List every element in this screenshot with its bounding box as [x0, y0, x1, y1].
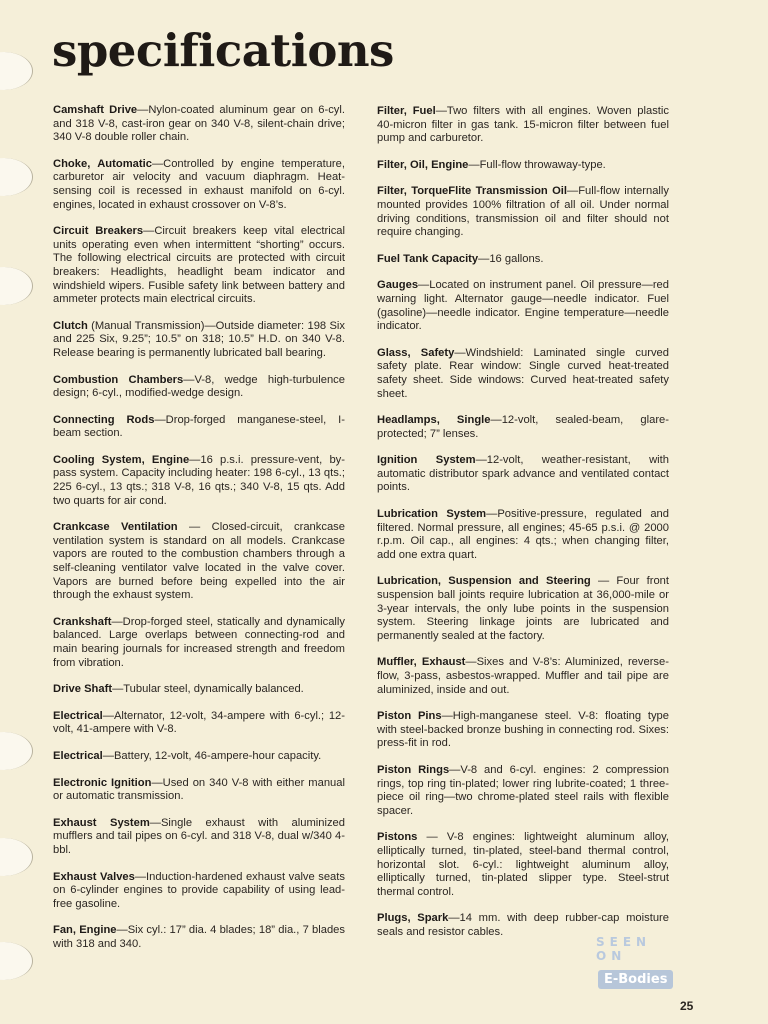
spec-description: —Two filters with all engines. Woven plastic 40-micron filter in gas tank. 15-micron filter between fuel pump and carburetor.	[377, 105, 669, 145]
spec-term: Cooling System, Engine	[53, 453, 190, 466]
binder-hole	[0, 52, 33, 90]
spec-description: — Closed-circuit, crankcase ventilation system is standard on all models. Crankcase vapors are routed to the combustion chambers through a self-cleaning ventilator valve located in the valve cover. Vapors are burned before being expelled into the air through the exhaust system.	[53, 521, 345, 602]
spec-term: Plugs, Spark	[377, 912, 449, 925]
binder-hole	[0, 267, 33, 305]
spec-entry	[377, 279, 669, 333]
spec-term: Choke, Automatic	[53, 157, 152, 170]
spec-description: —14 mm. with deep rubber-cap moisture seals and resistor cables.	[377, 912, 669, 938]
spec-term: Combustion Chambers	[53, 373, 184, 386]
spec-term: Exhaust System	[53, 816, 150, 829]
spec-term: Lubrication, Suspension and Steering	[377, 575, 591, 588]
spec-description: —Battery, 12-volt, 46-ampere-hour capacity.	[102, 749, 322, 762]
spec-entry	[53, 521, 345, 603]
spec-description: —V-8, wedge high-turbulence design; 6-cyl., modified-wedge design.	[53, 373, 345, 400]
spec-entry	[53, 320, 345, 361]
spec-entry	[377, 454, 669, 495]
binder-hole	[0, 838, 33, 876]
spec-description: —Drop-forged manganese-steel, I-beam section.	[53, 413, 345, 440]
spec-entry	[377, 575, 669, 643]
spec-term: Electronic Ignition	[53, 776, 152, 789]
spec-term: Exhaust Valves	[53, 870, 135, 883]
spec-term: Connecting Rods	[53, 413, 155, 426]
spec-term: Ignition System	[377, 454, 476, 467]
spec-description: —Positive-pressure, regulated and filtered. Normal pressure, all engines; 45-65 p.s.i. @ 2000 r.p.m. Oil cap., all engines: 4 qts.; when changing filter, add one extra quart.	[377, 508, 669, 561]
right-column	[377, 105, 669, 953]
spec-description: —Nylon-coated aluminum gear on 6-cyl. and 318 V-8, cast-iron gear on 340 V-8, silent-chain drive; 340 V-8 double roller chain.	[53, 104, 345, 144]
spec-term: Drive Shaft	[53, 683, 113, 696]
spec-entry	[53, 924, 345, 951]
spec-description: —High-manganese steel. V-8: floating type with steel-backed bronze bushing in connecting rod. Sixes: press-fit in rod.	[377, 710, 670, 750]
spec-entry	[53, 777, 345, 804]
spec-entry	[377, 656, 669, 697]
spec-term: Headlamps, Single	[377, 414, 491, 427]
spec-description: —Six cyl.: 17” dia. 4 blades; 18” dia., 7 blades with 318 and 340.	[53, 924, 345, 950]
spec-description: —Alternator, 12-volt, 34-ampere with 6-cyl.; 12-volt, 41-ampere with V-8.	[53, 709, 345, 736]
spec-term: Crankshaft	[53, 615, 112, 628]
spec-entry	[53, 871, 345, 912]
watermark-text: SEEN ON	[596, 935, 652, 963]
spec-description: —Drop-forged steel, statically and dynamically balanced. Large overlaps between connecting-rod and main bearing journals for increased strength and freedom from vibration.	[53, 615, 345, 669]
spec-description: —Single exhaust with aluminized mufflers and tail pipes on 6-cyl. and 318 V-8, dual w/340 4-bbl.	[53, 816, 345, 856]
spec-term: Gauges	[377, 279, 419, 292]
spec-description: —Controlled by engine temperature, carburetor air velocity and vacuum diaphragm. Heat-sensing coil is recessed in exhaust manifold on 6-cyl. engines, located in exhaust crossover on V-8’s.	[53, 157, 345, 211]
spec-description: —Full-flow throwaway-type.	[468, 158, 606, 171]
spec-term: Clutch	[53, 319, 88, 332]
spec-description: —Tubular steel, dynamically balanced.	[112, 683, 304, 696]
spec-entry	[53, 454, 345, 508]
spec-term: Glass, Safety	[377, 346, 455, 359]
spec-term: Filter, Oil, Engine	[377, 158, 469, 171]
watermark-logo: E-Bodies	[598, 970, 673, 989]
spec-description: — Four front suspension ball joints require lubrication at 36,000-mile or 3-year intervals, the only lube points in the suspension system. Steering linkage joints are lubricated and permanently sealed at the factory.	[377, 575, 669, 642]
spec-description: (Manual Transmission)—Outside diameter: 198 Six and 225 Six, 9.25”; 10.5” on 318; 10.5” H.D. on 340 V-8. Release bearing is permanently lubricated ball bearing.	[53, 319, 345, 359]
page-title: specifications	[52, 24, 394, 77]
spec-entry	[53, 750, 345, 764]
spec-entry	[377, 159, 669, 173]
binder-hole	[0, 942, 33, 980]
spec-entry	[377, 105, 669, 146]
spec-description: —12-volt, sealed-beam, glare-protected; 7” lenses.	[377, 414, 670, 440]
spec-term: Filter, TorqueFlite Transmission Oil	[377, 185, 568, 198]
spec-description: —16 p.s.i. pressure-vent, by-pass system. Capacity including heater: 198 6-cyl., 13 qts.; 225 6-cyl., 13 qts.; 318 V-8, 16 qts.; 340 V-8, 15 qts. Add two quarts for air cond.	[53, 453, 345, 507]
spec-entry	[377, 253, 669, 267]
spec-term: Circuit Breakers	[53, 225, 144, 238]
spec-entry	[377, 347, 669, 401]
watermark	[594, 933, 690, 991]
spec-entry	[53, 158, 345, 212]
binder-hole	[0, 158, 33, 196]
spec-entry	[53, 817, 345, 858]
spec-entry	[377, 414, 669, 441]
spec-entry	[377, 508, 669, 562]
spec-entry	[377, 831, 669, 899]
spec-term: Pistons	[377, 831, 418, 844]
spec-description: —16 gallons.	[478, 252, 544, 265]
spec-term: Electrical	[53, 709, 103, 722]
spec-entry	[53, 683, 345, 697]
spec-description: —Sixes and V-8’s: Aluminized, reverse-flow, 3-pass, asbestos-wrapped. Muffler and tail pipe are aluminized, inside and out.	[377, 656, 669, 696]
spec-description: — V-8 engines: lightweight aluminum alloy, elliptically turned, tin-plated, steel-band thermal control, horizontal slot. 6-cyl.: lightweight aluminum alloy, elliptically turned, tin-plated slipper type. Steel-strut thermal control.	[377, 831, 669, 898]
spec-term: Piston Rings	[377, 763, 450, 776]
spec-entry	[53, 374, 345, 401]
spec-term: Muffler, Exhaust	[377, 656, 466, 669]
spec-term: Filter, Fuel	[377, 105, 436, 117]
spec-entry	[53, 104, 345, 145]
spec-description: —Induction-hardened exhaust valve seats on 6-cylinder engines to provide capability of using lead-free gasoline.	[53, 870, 345, 910]
spec-description: —Used on 340 V-8 with either manual or automatic transmission.	[53, 776, 345, 803]
left-column	[53, 104, 345, 965]
spec-term: Electrical	[53, 749, 103, 762]
page-number: 25	[680, 999, 694, 1013]
spec-entry	[53, 414, 345, 441]
spec-term: Lubrication System	[377, 508, 487, 521]
spec-description: —12-volt, weather-resistant, with automatic distributor spark advance and ventilated contact points.	[377, 454, 669, 494]
spec-entry	[53, 616, 345, 670]
spec-description: —V-8 and 6-cyl. engines: 2 compression rings, top ring tin-plated; lower ring lubrite-coated; 1 three-piece oil ring—two chrome-plated steel rails with flexible spacer.	[377, 763, 669, 817]
spec-term: Camshaft Drive	[53, 104, 138, 116]
spec-term: Fan, Engine	[53, 924, 117, 937]
spec-description: —Windshield: Laminated single curved safety plate. Rear window: Single curved heat-treated safety sheet. Side windows: Curved heat-treated safety sheet.	[377, 346, 669, 400]
spec-description: —Located on instrument panel. Oil pressure—red warning light. Alternator gauge—needle indicator. Fuel (gasoline)—needle indicator. Engine temperature—needle indicator.	[377, 279, 669, 333]
spec-term: Crankcase Ventilation	[53, 521, 178, 534]
spec-entry	[377, 185, 669, 239]
spec-term: Piston Pins	[377, 710, 442, 723]
binder-hole	[0, 732, 33, 770]
spec-entry	[53, 225, 345, 307]
spec-entry	[377, 710, 669, 751]
spec-description: —Circuit breakers keep vital electrical units operating even when intermittent “shorting” occurs. The following electrical circuits are protected with circuit breakers: Headlights, headlight beam indicator and windshield wipers. Fusible safety link between battery and ammeter protects main electrical circuits.	[53, 225, 345, 306]
spec-entry	[377, 764, 669, 818]
spec-term: Fuel Tank Capacity	[377, 252, 479, 265]
spec-description: —Full-flow internally mounted provides 100% filtration of all oil. Under normal driving conditions, transmission oil and filter should not require changing.	[377, 185, 669, 239]
spec-entry	[53, 710, 345, 737]
